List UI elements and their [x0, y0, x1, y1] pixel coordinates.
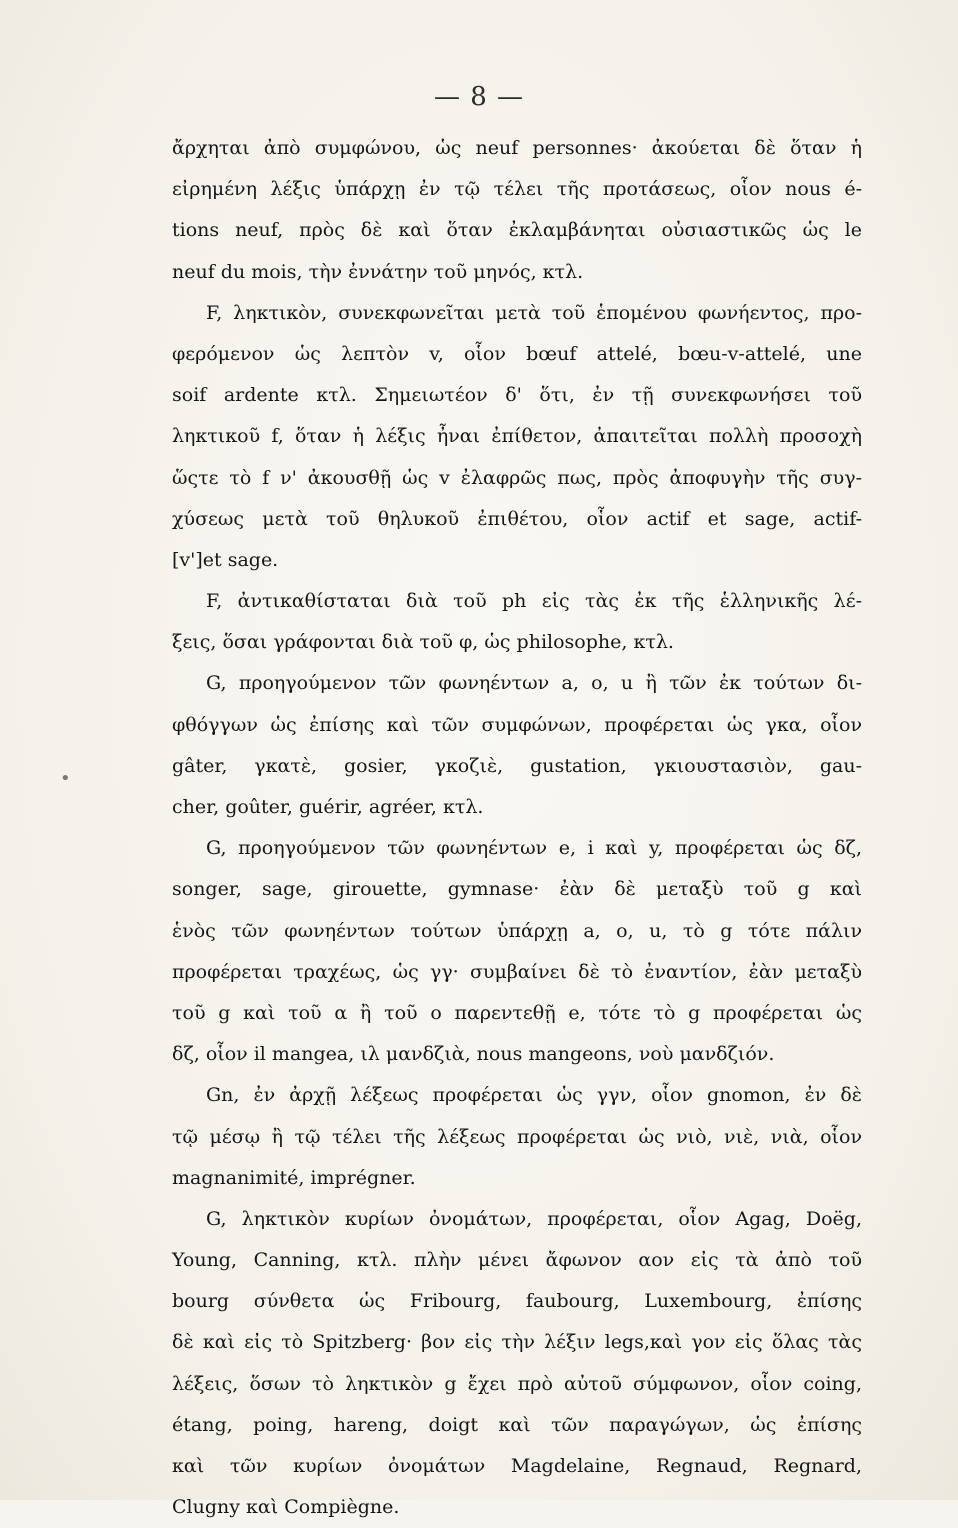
text-line: gâter, γκατὲ, gosier, γκοζιὲ, gustation, γκιουστασιὸν, gau- [172, 754, 862, 777]
text-line: [v']et sage. [172, 548, 279, 571]
text-line: ξεις, ὅσαι γράφονται διὰ τοῦ φ, ὡς philosophe, κτλ. [172, 631, 674, 654]
text-line: φθόγγων ὡς ἐπίσης καὶ τῶν συμφώνων, προφέρεται ὡς γκα, οἷον [172, 713, 862, 736]
text-line: χύσεως μετὰ τοῦ θηλυκοῦ ἐπιθέτου, οἷον actif et sage, actif- [172, 507, 862, 530]
text-line: εἰρημένη λέξις ὑπάρχῃ ἐν τῷ τέλει τῆς προτάσεως, οἷον nous é- [172, 178, 862, 201]
text-line: ὥςτε τὸ f ν' ἀκουσθῇ ὡς v ἐλαφρῶς πως, πρὸς ἀποφυγὴν τῆς συγ- [172, 466, 862, 489]
text-line: καὶ τῶν κυρίων ὀνομάτων Magdelaine, Regnaud, Regnard, [172, 1455, 862, 1477]
body-text [172, 128, 862, 1528]
text-line: Young, Canning, κτλ. πλὴν μένει ἄφωνον αον εἰς τὰ ἀπὸ τοῦ [172, 1249, 862, 1272]
text-line: soif ardente κτλ. Σημειωτέον δ' ὅτι, ἐν τῇ συνεκφωνήσει τοῦ [172, 384, 862, 407]
text-line: τῷ μέσῳ ἢ τῷ τέλει τῆς λέξεως προφέρεται ὡς νιὸ, νιὲ, νιὰ, οἷον [172, 1125, 862, 1148]
text-line: F, ἀντικαθίσταται διὰ τοῦ ph εἰς τὰς ἐκ τῆς ἑλληνικῆς λέ- [206, 590, 862, 613]
text-line: τοῦ g καὶ τοῦ α ἢ τοῦ ο παρεντεθῇ e, τότε τὸ g προφέρεται ὡς [172, 1001, 862, 1024]
text-line: bourg σύνθετα ὡς Fribourg, faubourg, Luxembourg, ἐπίσης [172, 1290, 862, 1313]
text-line: φερόμενον ὡς λεπτὸν v, οἷον bœuf attelé, bœu-v-attelé, une [172, 342, 862, 365]
text-line: songer, sage, girouette, gymnase· ἐὰν δὲ μεταξὺ τοῦ g καὶ [172, 878, 862, 901]
text-line: ληκτικοῦ f, ὅταν ἡ λέξις ἦναι ἐπίθετον, ἀπαιτεῖται πολλὴ προσοχὴ [172, 425, 862, 448]
text-line: cher, goûter, guérir, agréer, κτλ. [172, 796, 484, 818]
text-line: ἑνὸς τῶν φωνηέντων τούτων ὑπάρχῃ a, o, u, τὸ g τότε πάλιν [172, 919, 862, 942]
page-number: — 8 — [433, 82, 525, 112]
text-line: λέξεις, ὅσων τὸ ληκτικὸν g ἔχει πρὸ αὐτοῦ σύμφωνον, οἷον coing, [172, 1372, 862, 1395]
text-line: Gn, ἐν ἀρχῇ λέξεως προφέρεται ὡς γγν, οἷον gnomon, ἐν δὲ [206, 1084, 862, 1107]
text-line: ἄρχηται ἀπὸ συμφώνου, ὡς neuf personnes· ἀκούεται δὲ ὅταν ἡ [172, 137, 862, 159]
text-line: neuf du mois, τὴν ἐννάτην τοῦ μηνός, κτλ. [172, 260, 584, 283]
text-line: G, προηγούμενον τῶν φωνηέντων a, o, u ἢ τῶν ἐκ τούτων δι- [206, 672, 862, 695]
text-line: δζ, οἷον il mangea, ιλ μανδζιὰ, nous mangeons, νοὺ μανδζιόν. [172, 1043, 775, 1066]
margin-mark: • [60, 768, 71, 789]
text-line: F, ληκτικὸν, συνεκφωνεῖται μετὰ τοῦ ἑπομένου φωνήεντος, προ- [206, 301, 862, 324]
text-line: magnanimité, imprégner. [172, 1166, 416, 1189]
text-line: étang, poing, hareng, doigt καὶ τῶν παραγώγων, ὡς ἐπίσης [172, 1413, 862, 1436]
text-line: tions neuf, πρὸς δὲ καὶ ὅταν ἐκλαμβάνηται οὐσιαστικῶς ὡς le [172, 219, 862, 242]
text-line: G, προηγούμενον τῶν φωνηέντων e, i καὶ y, προφέρεται ὡς δζ, [206, 837, 862, 860]
text-line: δὲ καὶ εἰς τὸ Spitzberg· βον εἰς τὴν λέξιν legs,καὶ γον εἰς ὅλας τὰς [172, 1331, 862, 1354]
text-line: προφέρεται τραχέως, ὡς γγ· συμβαίνει δὲ τὸ ἐναντίον, ἐὰν μεταξὺ [172, 960, 862, 983]
text-line: Clugny καὶ Compiègne. [172, 1496, 400, 1519]
text-line: G, ληκτικὸν κυρίων ὀνομάτων, προφέρεται, οἷον Agag, Doëg, [206, 1207, 862, 1230]
